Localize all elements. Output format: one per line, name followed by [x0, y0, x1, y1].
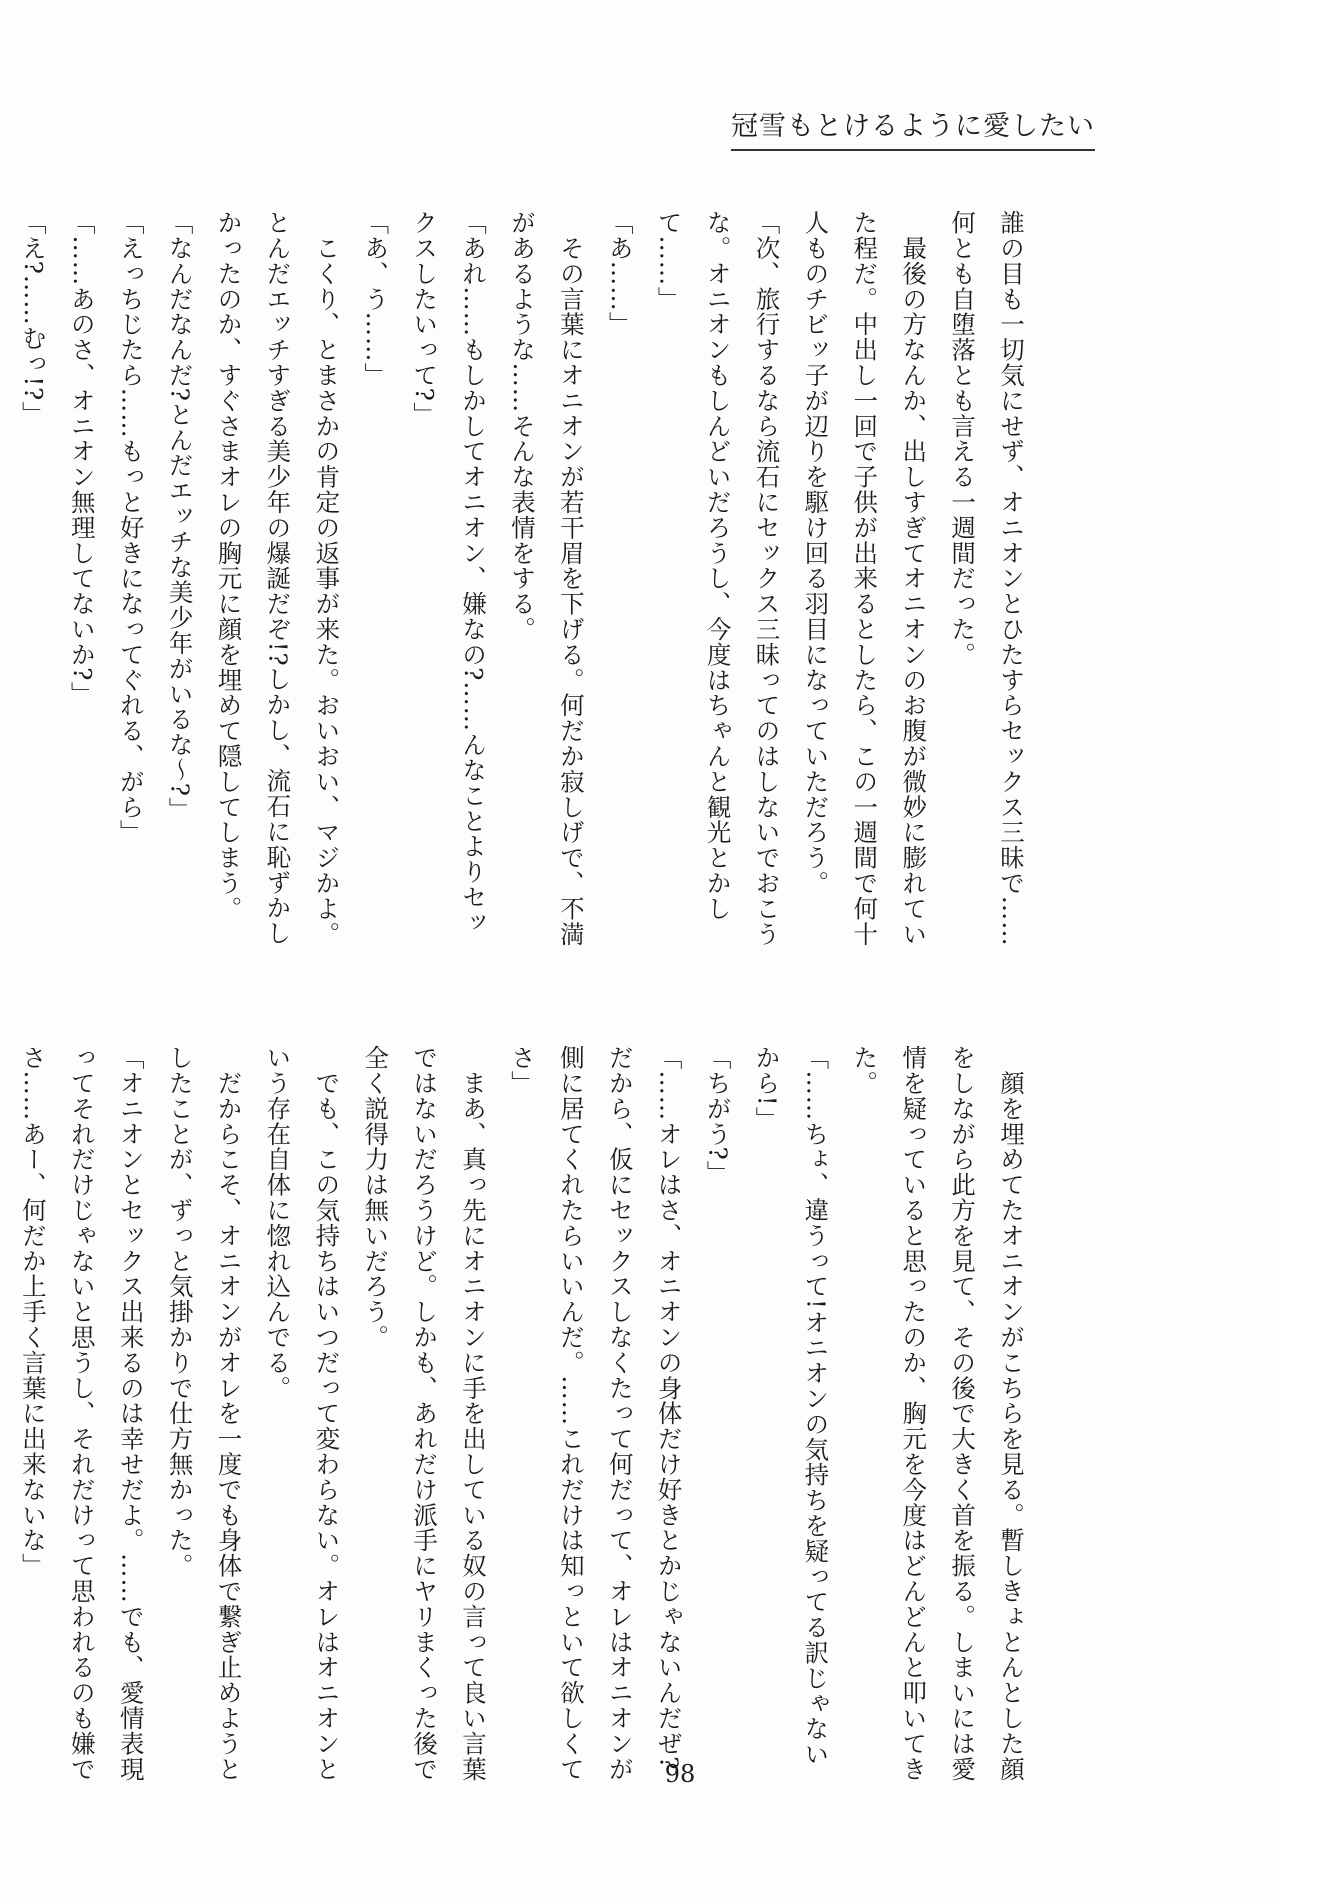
paragraph: 誰の目も一切気にせず、オニオンとひたすらセックス三昧で……何とも自堕落とも言える一週間だった。 [948, 210, 1026, 947]
paragraph: こくり、とまさかの肯定の返事が来た。おいおい、マジかよ。とんだエッチすぎる美少年の爆誕だぞ!?しかし、流石に恥ずかしかったのか、すぐさまオレの胸元に顔を埋めて隠してしまう。 [214, 210, 342, 947]
paragraph: 「あ、う……」 [361, 210, 391, 388]
paragraph: 顔を埋めてたオニオンがこちらを見る。暫しきょとんとした顔をしながら此方を見て、その後で大きく首を振る。しまいには愛情を疑っていると思ったのか、胸元を今度はどんどんと叩いてきた。 [850, 1045, 1026, 1782]
page-number: 98 [664, 1760, 696, 1788]
lower-text-block [18, 1045, 1035, 1790]
paragraph: 「え?……むっ!?」 [18, 210, 48, 427]
paragraph: 「……オレはさ、オニオンの身体だけ好きとかじゃないんだぜ?だから、仮にセックスしなくたって何だって、オレはオニオンが側に居てくれたらいいんだ。……これだけは知っといて欲しくてさ」 [507, 1045, 684, 1782]
upper-text-block [18, 210, 1035, 955]
paragraph: 「あれ……もしかしてオニオン、嫌なの?……んなことよりセックスしたいって?」 [410, 210, 489, 936]
paragraph: だからこそ、オニオンがオレを一度でも身体で繋ぎ止めようとしたことが、ずっと気掛かりで仕方無かった。 [165, 1045, 244, 1782]
paragraph: 「えっちじたら……もっと好きになってぐれる、がら」 [116, 210, 146, 845]
paragraph: 「オニオンとセックス出来るのは幸せだよ。……でも、愛情表現ってそれだけじゃないと思うし、それだけって思われるのも嫌でさ……あー、何だか上手く言葉に出来ないな」 [18, 1045, 146, 1782]
paragraph: でも、この気持ちはいつだって変わらない。オレはオニオンという存在自体に惚れ込んでる。 [263, 1045, 342, 1782]
paragraph: まあ、真っ先にオニオンに手を出している奴の言って良い言葉ではないだろうけど。しかも、あれだけ派手にヤリまくった後で全く説得力は無いだろう。 [361, 1045, 489, 1782]
paragraph: 「次、旅行するなら流石にセックス三昧ってのはしないでおこうな。オニオンもしんどいだろうし、今度はちゃんと観光とかして……」 [654, 210, 782, 947]
paragraph: 「なんだなんだ?とんだエッチな美少年がいるな～?」 [165, 210, 195, 823]
running-title: 冠雪もとけるように愛したい [731, 104, 1095, 151]
paragraph [0, 1045, 8, 1790]
paragraph: 「……ちょ、違うって!オニオンの気持ちを疑ってる訳じゃないから!」 [752, 1045, 831, 1767]
paragraph: 「あ……」 [605, 210, 635, 337]
paragraph: その言葉にオニオンが若干眉を下げる。何だか寂しげで、不満があるような……そんな表情をする。 [507, 210, 586, 947]
paragraph: 「ちがう?」 [703, 1045, 733, 1187]
paragraph: 「……あのさ、オニオン無理してないか?」 [67, 210, 97, 707]
paragraph: 最後の方なんか、出しすぎてオニオンのお腹が微妙に膨れていた程だ。中出し一回で子供が出来るとしたら、この一週間で何十人ものチビッ子が辺りを駆け回る羽目になっていただろう。 [801, 210, 929, 947]
